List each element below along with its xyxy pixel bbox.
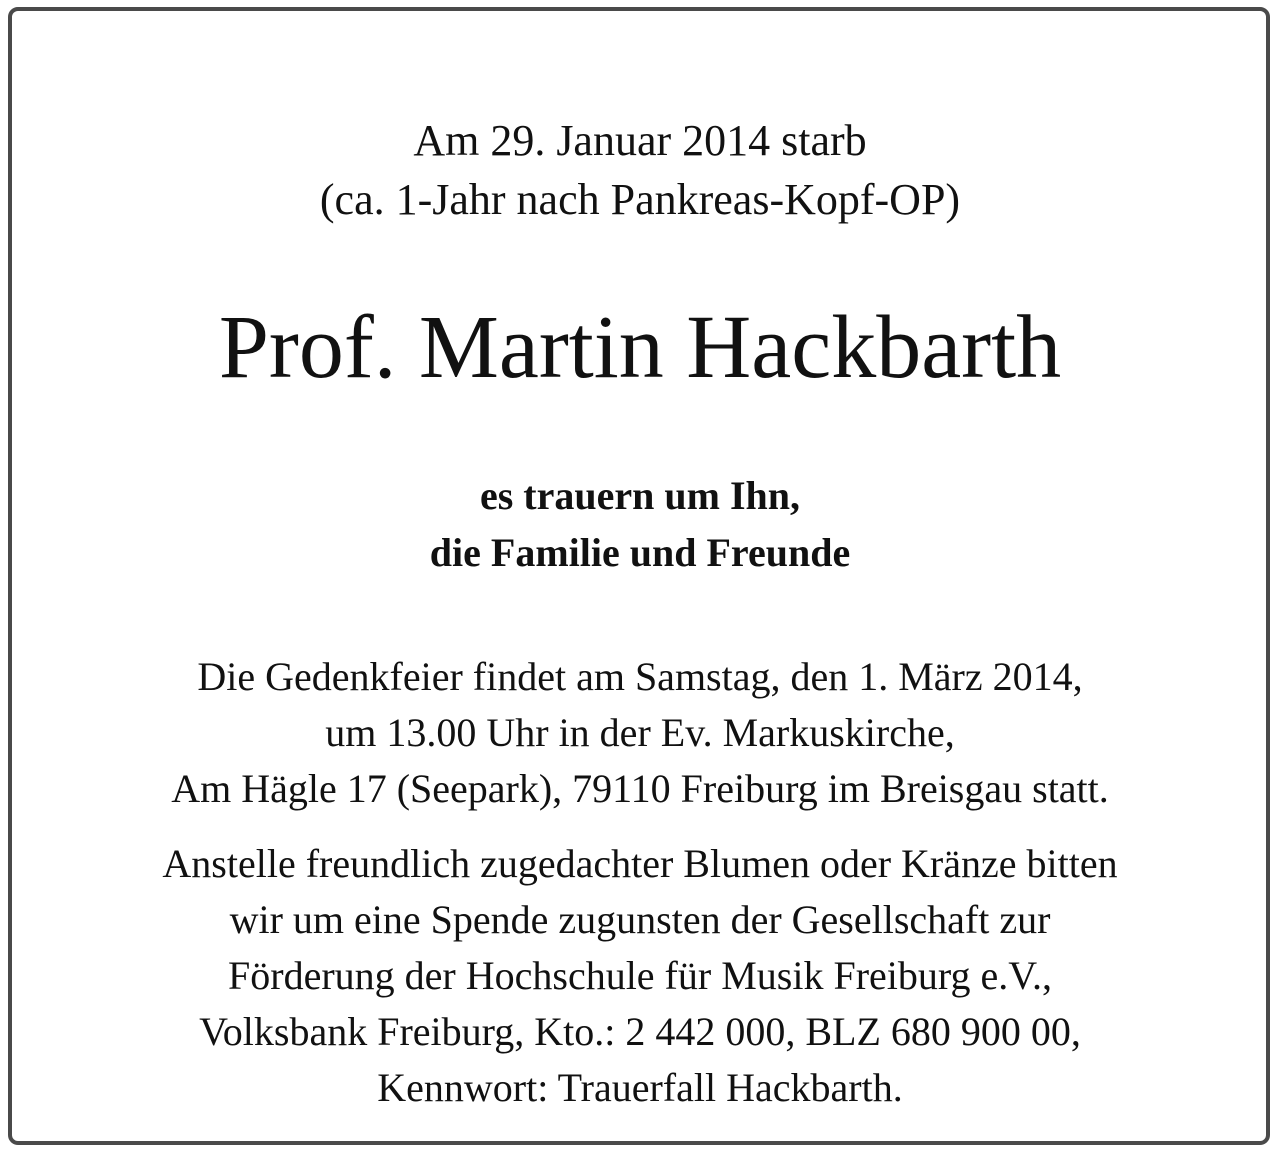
ceremony-line-1: Die Gedenkfeier findet am Samstag, den 1. März 2014, [197, 654, 1083, 699]
intro-line-note: (ca. 1-Jahr nach Pankreas-Kopf-OP) [319, 175, 961, 224]
ceremony-line-3: Am Hägle 17 (Seepark), 79110 Freiburg im Breisgau statt. [171, 766, 1109, 811]
mourners-line-1: es trauern um Ihn, [479, 473, 801, 518]
mourners-line-2: die Familie und Freunde [429, 530, 851, 575]
intro-line-date: Am 29. Januar 2014 starb [413, 116, 867, 165]
donation-line-4: Volksbank Freiburg, Kto.: 2 442 000, BLZ 680 900 00, [199, 1009, 1081, 1054]
donation-line-3: Förderung der Hochschule für Musik Freiburg e.V., [228, 953, 1052, 998]
deceased-name: Prof. Martin Hackbarth [218, 298, 1062, 397]
donation-line-2: wir um eine Spende zugunsten der Gesellschaft zur [229, 897, 1051, 942]
donation-line-1: Anstelle freundlich zugedachter Blumen oder Kränze bitten [162, 841, 1118, 886]
ceremony-line-2: um 13.00 Uhr in der Ev. Markuskirche, [325, 710, 955, 755]
donation-line-5: Kennwort: Trauerfall Hackbarth. [377, 1065, 903, 1110]
